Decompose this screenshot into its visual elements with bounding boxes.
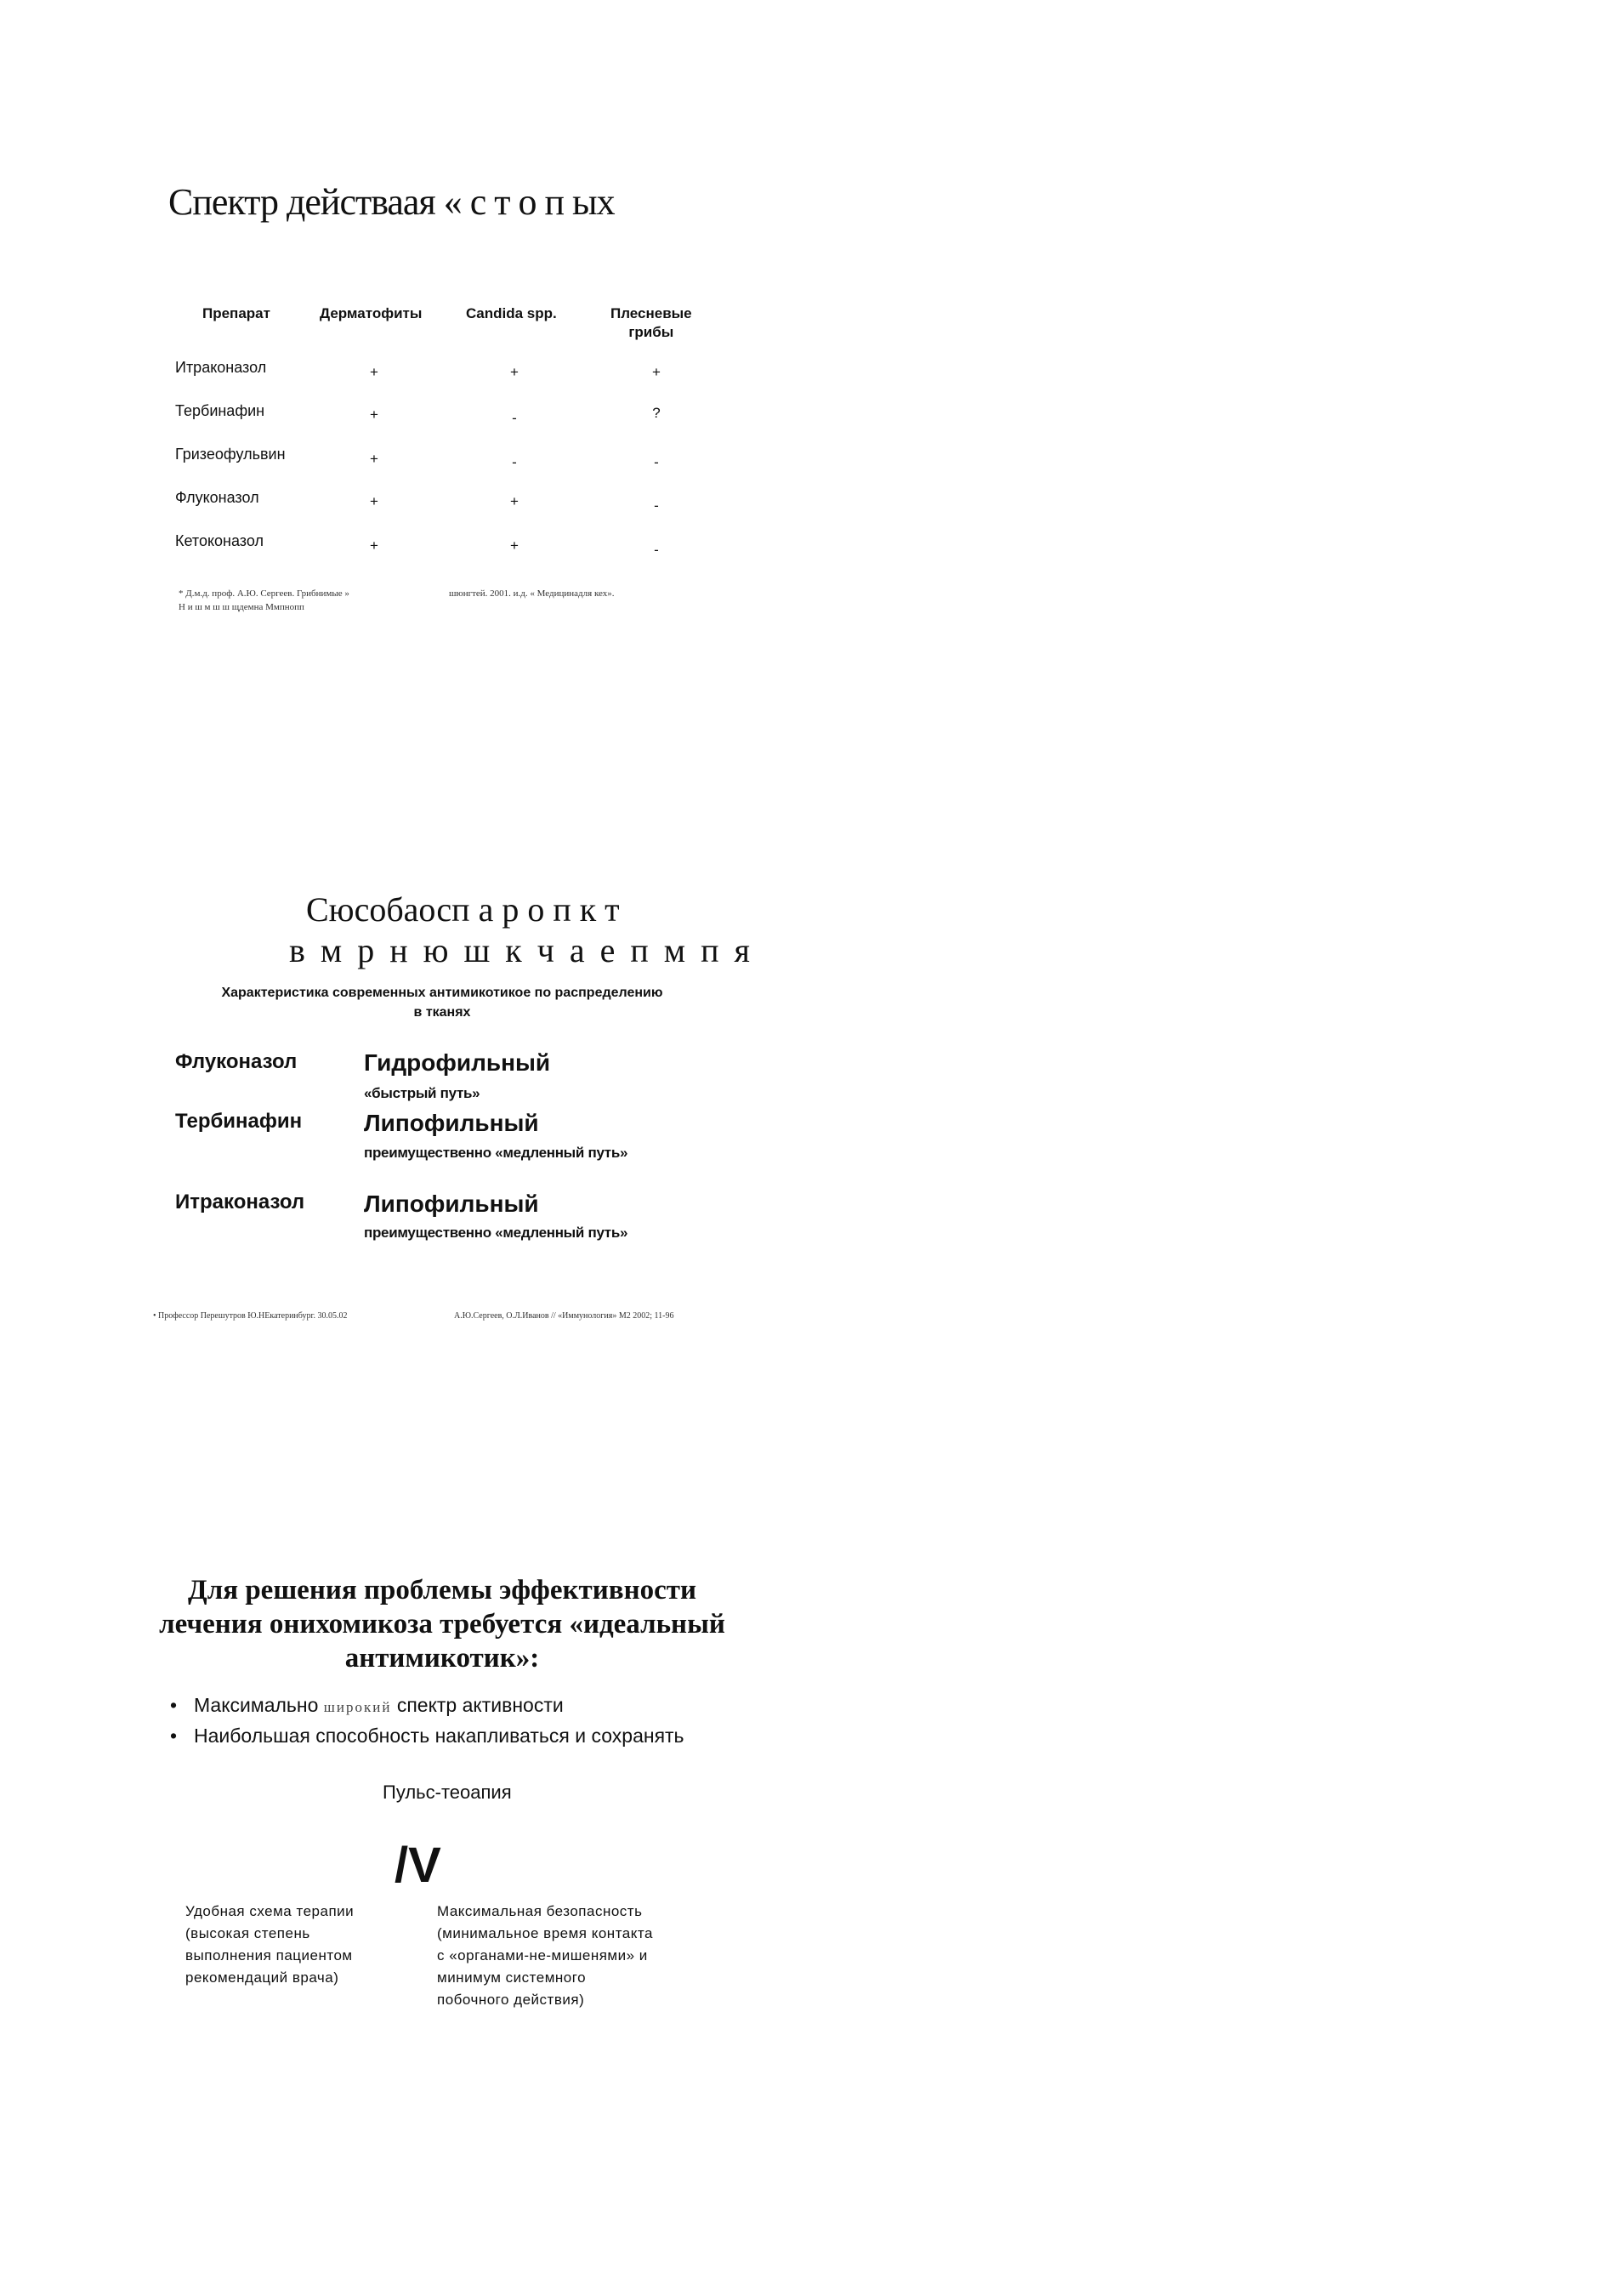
convenience-note: Удобная схема терапии (высокая степень выполнения пациентом рекомендаций врача) (185, 1903, 355, 1986)
bullet-icon: • (170, 1725, 178, 1747)
bullet-text-emphasis: широкий (323, 1699, 392, 1715)
pathway-note: «быстрый путь» (364, 1085, 480, 1101)
slide1-title: Спектр действаая « с т о п ых (168, 181, 615, 223)
slide2-subtitle: Характеристика современных антимикотикое по распределению в тканях (221, 986, 663, 1020)
mark-cell: + (652, 364, 661, 380)
header-candida: Candida spp. (466, 305, 557, 321)
header-dermatophytes: Дерматофиты (320, 305, 423, 321)
slide1-footnote-right: шюнгтей. 2001. и.д. « Медицинадля кех». (449, 588, 615, 599)
pathway-note: преимущественно «медленный путь» (364, 1145, 628, 1161)
mark-cell: - (654, 497, 659, 514)
mark-cell: ? (652, 405, 661, 421)
property-label: Гидрофильный (364, 1049, 551, 1076)
drug-label: Тербинафин (175, 1110, 303, 1133)
bullet-text: спектр активности (396, 1694, 564, 1716)
mark-cell: - (512, 454, 517, 470)
mark-cell: + (510, 537, 519, 554)
branch-arrows-icon: /V (395, 1838, 441, 1893)
slide2-title-line1: Сюсобаосп а р о п к т (306, 890, 620, 929)
safety-note: Максимальная безопасность (минимальное время контакта с «органами-не-мишенями» и минимум системного побочного действия) (437, 1903, 653, 2008)
bullet-icon: • (170, 1694, 178, 1716)
slide2-footnote-left: • Профессор Перешутров Ю.НЕкатеринбург. 30.05.02 (153, 1311, 348, 1321)
bullet-text: Максимально (194, 1694, 319, 1716)
row-drug: Итраконазол (175, 359, 267, 376)
bullet-accumulation (170, 1725, 684, 1748)
slide3-title: Для решения проблемы эффективности лечения онихомикоза требуется «идеальный антимикотик»: (159, 1575, 725, 1674)
mark-cell: - (654, 454, 659, 470)
row-drug: Кетоконазол (175, 532, 264, 549)
mark-cell: + (370, 406, 378, 423)
pathway-note: преимущественно «медленный путь» (364, 1225, 628, 1241)
pulse-therapy-label: Пульс-теоапия (383, 1782, 512, 1803)
mark-cell: + (510, 493, 519, 509)
drug-label: Флуконазол (175, 1050, 298, 1073)
mark-cell: - (512, 410, 517, 426)
bullet-spectrum (170, 1694, 564, 1717)
header-drug: Препарат (202, 305, 270, 321)
slide1-footnote-left-1: * Д.м.д. проф. А.Ю. Сергеев. Грибнимые » (179, 588, 349, 599)
mark-cell: + (510, 364, 519, 380)
slide2-footnote-right: А.Ю.Сергеев, О.Л.Иванов // «Иммунология» М2 2002; 11-96 (454, 1311, 674, 1321)
mark-cell: + (370, 451, 378, 467)
mark-cell: + (370, 537, 378, 554)
mark-cell: - (654, 542, 659, 558)
header-molds: Плесневые грибы (610, 305, 692, 340)
bullet-text: Наибольшая способность накапливаться и сохранять (194, 1725, 684, 1747)
mark-cell: + (370, 364, 378, 380)
row-drug: Тербинафин (175, 402, 265, 419)
drug-label: Итраконазол (175, 1191, 305, 1213)
row-drug: Флуконазол (175, 489, 259, 506)
property-label: Липофильный (364, 1191, 539, 1217)
row-drug: Гризеофульвин (175, 446, 286, 463)
slide2-title-line2: в м р н ю ш к ч а е п м п я (289, 931, 753, 969)
property-label: Липофильный (364, 1110, 539, 1136)
mark-cell: + (370, 493, 378, 509)
slide1-footnote-left-2: Н и ш м ш ш щдемна Ммпнопп (179, 602, 304, 612)
